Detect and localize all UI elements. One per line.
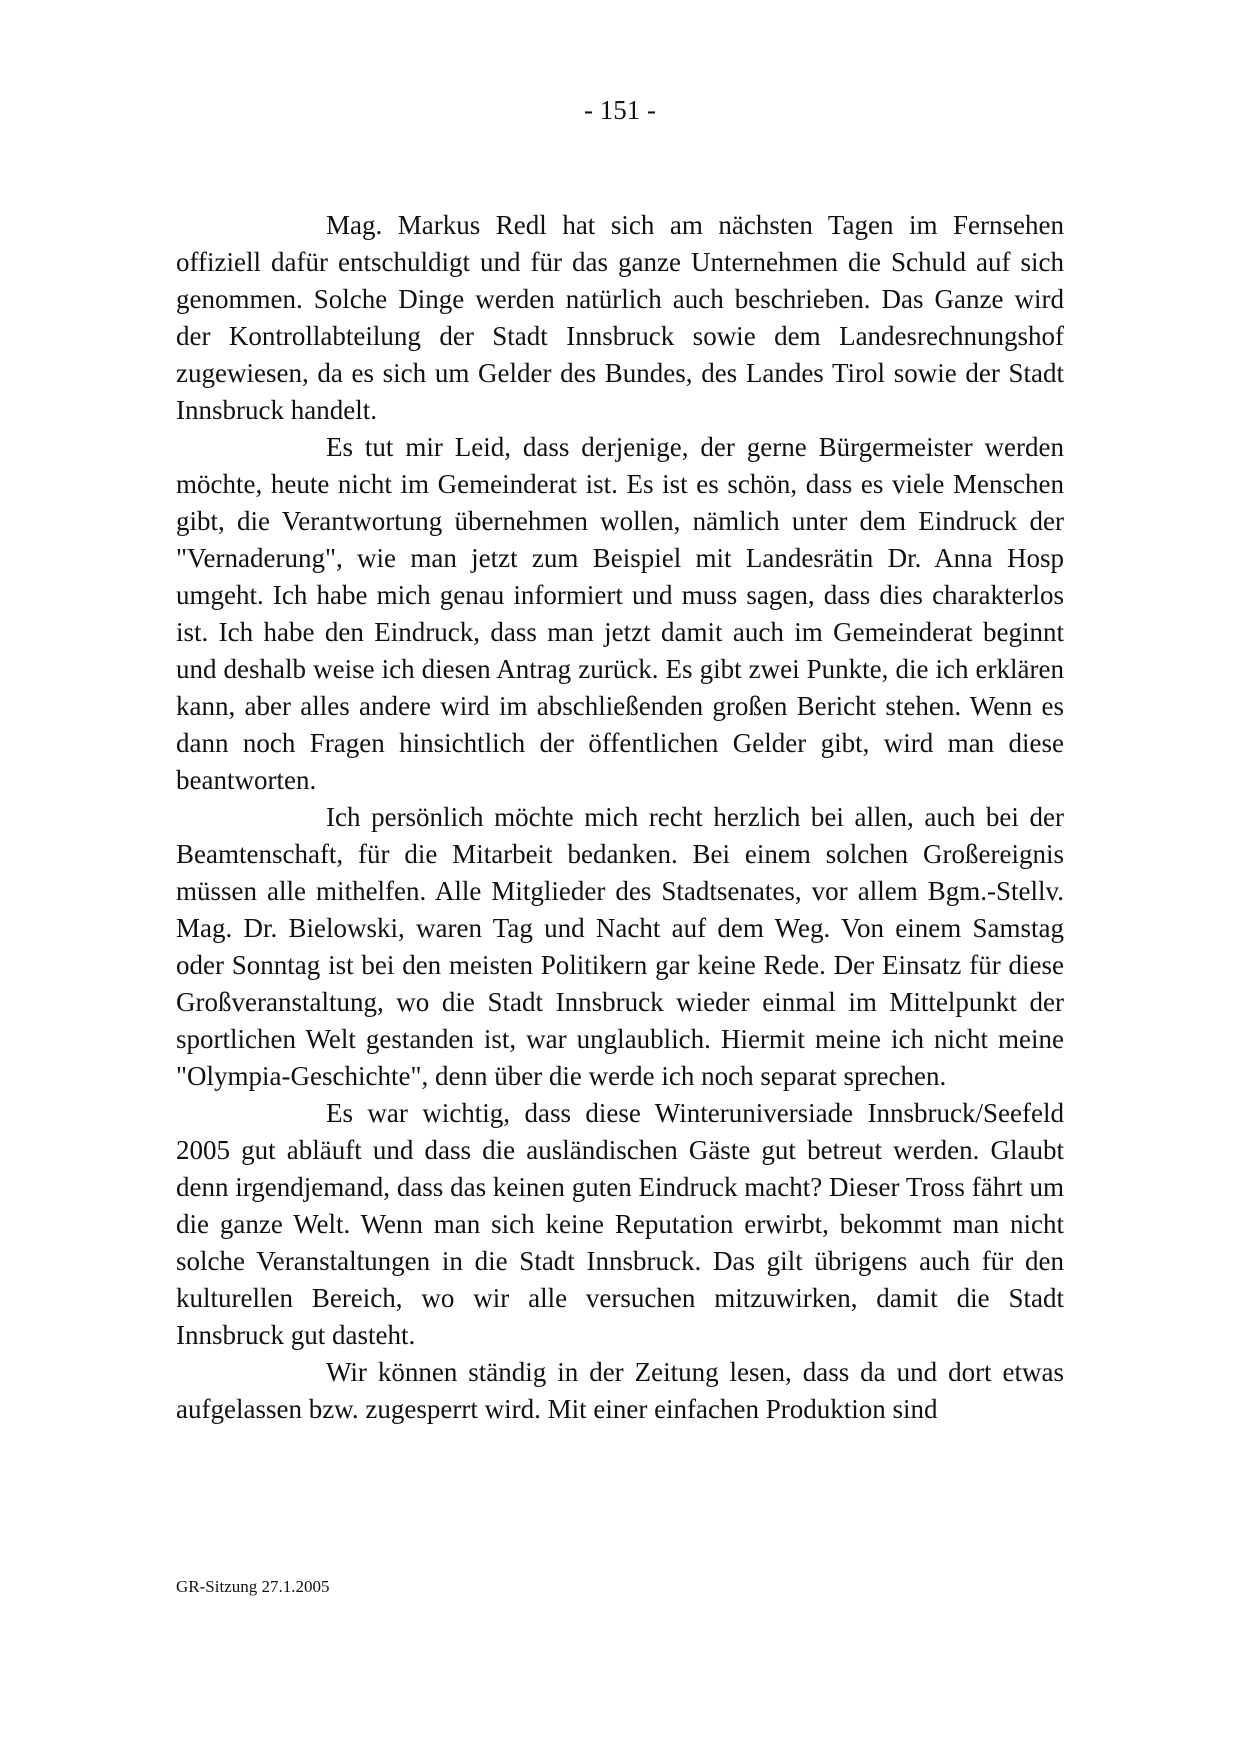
body-text — [176, 207, 1064, 1428]
paragraph-3: Ich persönlich möchte mich recht herzlich bei allen, auch bei der Beamtenschaft, für die Mitarbeit bedanken. Bei einem solchen Großereignis müssen alle mithelfen. Alle Mitglieder des Stadtsenates, vor allem Bgm.-Stellv. Mag. Dr. Bielowski, waren Tag und Nacht auf dem Weg. Von einem Samstag oder Sonntag ist bei den meisten Politikern gar keine Rede. Der Einsatz für diese Großveranstaltung, wo die Stadt Innsbruck wieder einmal im Mittelpunkt der sportlichen Welt gestanden ist, war unglaublich. Hiermit meine ich nicht meine "Olympia-Geschichte", denn über die werde ich noch separat sprechen. — [176, 802, 1064, 1091]
paragraph-2: Es tut mir Leid, dass derjenige, der gerne Bürgermeister werden möchte, heute nicht im Gemeinderat ist. Es ist es schön, dass es viele Menschen gibt, die Verantwortung übernehmen wollen, nämlich unter dem Eindruck der "Vernaderung", wie man jetzt zum Beispiel mit Landesrätin Dr. Anna Hosp umgeht. Ich habe mich genau informiert und muss sagen, dass dies charakterlos ist. Ich habe den Eindruck, dass man jetzt damit auch im Gemeinderat beginnt und deshalb weise ich diesen Antrag zurück. Es gibt zwei Punkte, die ich erklären kann, aber alles andere wird im abschließenden großen Bericht stehen. Wenn es dann noch Fragen hinsichtlich der öffentlichen Gelder gibt, wird man diese beantworten. — [176, 432, 1064, 795]
paragraph-1: Mag. Markus Redl hat sich am nächsten Tagen im Fernsehen offiziell dafür entschuldigt und für das ganze Unternehmen die Schuld auf sich genommen. Solche Dinge werden natürlich auch beschrieben. Das Ganze wird der Kontrollabteilung der Stadt Innsbruck sowie dem Landesrechnungshof zugewiesen, da es sich um Gelder des Bundes, des Landes Tirol sowie der Stadt Innsbruck handelt. — [176, 210, 1064, 425]
paragraph-4: Es war wichtig, dass diese Winteruniversiade Innsbruck/Seefeld 2005 gut abläuft und dass die ausländischen Gäste gut betreut werden. Glaubt denn irgendjemand, dass das keinen guten Eindruck macht? Dieser Tross fährt um die ganze Welt. Wenn man sich keine Reputation erwirbt, bekommt man nicht solche Veranstaltungen in die Stadt Innsbruck. Das gilt übrigens auch für den kulturellen Bereich, wo wir alle versuchen mitzuwirken, damit die Stadt Innsbruck gut dasteht. — [176, 1098, 1064, 1350]
paragraph-5: Wir können ständig in der Zeitung lesen, dass da und dort etwas aufgelassen bzw. zugesperrt wird. Mit einer einfachen Produktion sind — [176, 1357, 1064, 1424]
footer-session-date: GR-Sitzung 27.1.2005 — [176, 1577, 330, 1596]
page-number: - 151 - — [584, 95, 656, 125]
